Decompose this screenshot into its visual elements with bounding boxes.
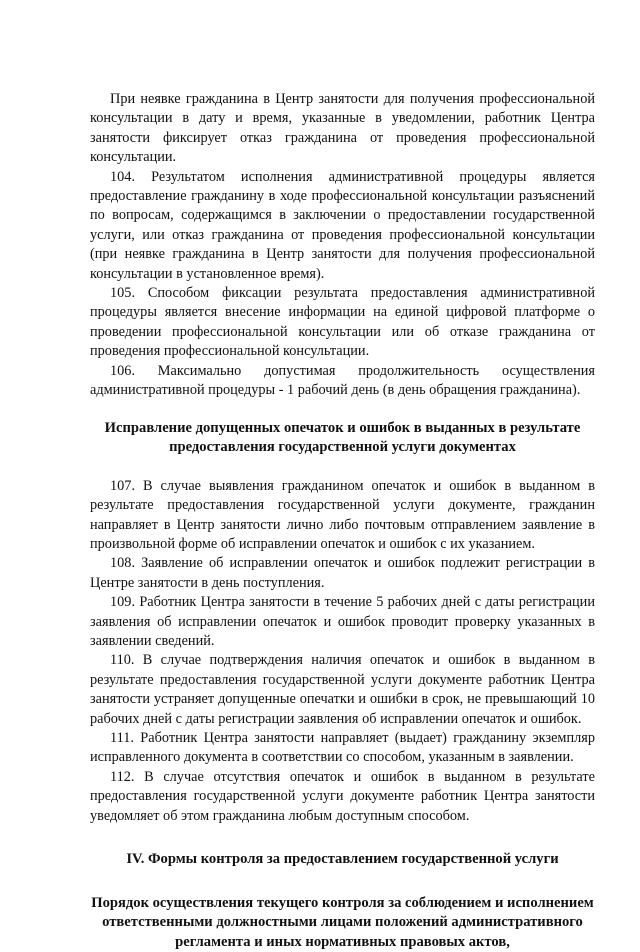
paragraph-110: 110. В случае подтверждения наличия опечаток и ошибок в выданном в результате предоставления государственной услуги документе работник Центра занятости устраняет допущенные опечатки и ошибки в срок, не превышающий 10 рабочих дней с даты регистрации заявления об исправлении опечаток и ошибок.: [90, 652, 595, 727]
section-heading-current-control: Порядок осуществления текущего контроля за соблюдением и исполнением ответственными должностными лицами положений административного регламента и иных нормативных правовых актов,: [91, 894, 594, 950]
section-heading-corrections: Исправление допущенных опечаток и ошибок в выданных в результате предоставления государственной услуги документах: [104, 419, 581, 456]
paragraph-106: 106. Максимально допустимая продолжительность осуществления административной процедуры - 1 рабочий день (в день обращения гражданина).: [90, 362, 595, 399]
spacer: [90, 401, 595, 419]
spacer: [90, 458, 595, 477]
paragraph-111: 111. Работник Центра занятости направляет (выдает) гражданину экземпляр исправленного документа в соответствии со способом, указанным в заявлении.: [90, 729, 595, 766]
paragraph-109: 109. Работник Центра занятости в течение 5 рабочих дней с даты регистрации заявления об исправлении опечаток и ошибок проводит проверку указанных в заявлении сведений.: [90, 594, 595, 649]
spacer: [90, 870, 595, 894]
paragraph-108: 108. Заявление об исправлении опечаток и ошибок подлежит регистрации в Центре занятости в день поступления.: [90, 555, 595, 591]
paragraph-nonappearance: При неявке гражданина в Центр занятости для получения профессиональной консультации в дату и время, указанные в уведомлении, работник Центра занятости фиксирует отказ гражданина от проведения профессиональной консультации.: [90, 91, 595, 166]
spacer: [90, 826, 595, 850]
paragraph-104: 104. Результатом исполнения административной процедуры является предоставление гражданину в ходе профессиональной консультации разъяснений по вопросам, содержащимся в заключении о предоставлении государственной услуги, или отказ гражданина от проведения профессиональной консультации (при неявке гражданина в Центр занятости для получения профессиональной консультации в установленное время).: [90, 168, 595, 282]
paragraph-112: 112. В случае отсутствия опечаток и ошибок в выданном в результате предоставления государственной услуги документе работник Центра занятости уведомляет об этом гражданина любым доступным способом.: [90, 768, 595, 824]
chapter-heading-control-forms: IV. Формы контроля за предоставлением государственной услуги: [126, 851, 559, 867]
paragraph-105: 105. Способом фиксации результата предоставления административной процедуры является внесение информации на единой цифровой платформе о проведении профессиональной консультации или об отказе гражданина от проведения профессиональной консультации.: [90, 285, 595, 360]
document-page: [90, 90, 595, 952]
paragraph-107: 107. В случае выявления гражданином опечаток и ошибок в выданном в результате предоставления государственной услуги документе, гражданин направляет в Центр занятости лично либо почтовым отправлением заявление в произвольной форме об исправлении опечаток и ошибок с их указанием.: [90, 477, 595, 552]
